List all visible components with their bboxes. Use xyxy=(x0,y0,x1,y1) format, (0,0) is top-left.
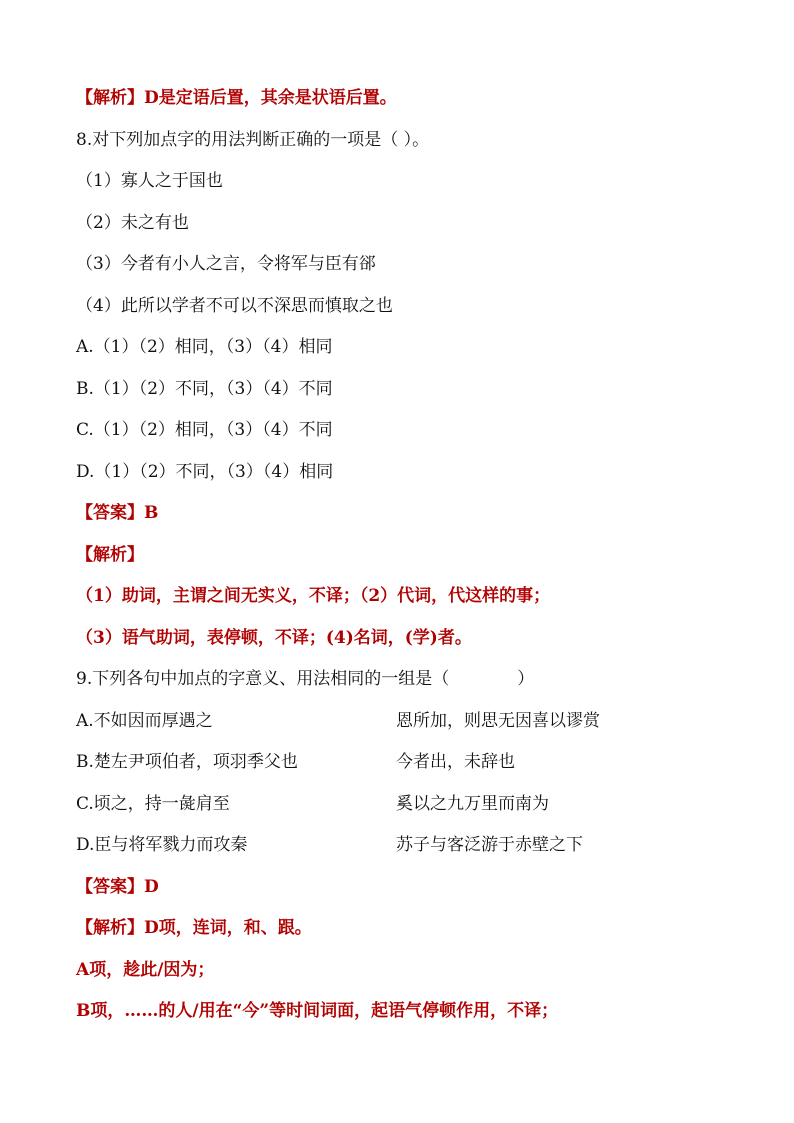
q9-option-d-left: D.臣与将军戮力而攻秦 xyxy=(76,835,248,855)
q9-option-b-left: B.楚左尹项伯者，项羽季父也 xyxy=(76,752,298,772)
q9-option-a-left: A.不如因而厚遇之 xyxy=(76,711,213,731)
q8-option-a: A.（1）（2）相同，（3）（4）相同 xyxy=(76,337,333,357)
q8-option-b: B.（1）（2）不同，（3）（4）不同 xyxy=(76,379,333,399)
q9-option-c-right: 奚以之九万里而南为 xyxy=(396,794,549,814)
q8-option-c: C.（1）（2）相同，（3）（4）不同 xyxy=(76,420,333,440)
q9-title-end: ） xyxy=(517,669,535,689)
q9-option-d-right: 苏子与客泛游于赤壁之下 xyxy=(396,835,583,855)
q9-title xyxy=(76,667,534,691)
q8-analysis-line-2: （3）语气助词，表停顿，不译；(4)名词，(学)者。 xyxy=(76,628,472,648)
top-analysis: 【解析】D是定语后置，其余是状语后置。 xyxy=(76,88,397,108)
q8-analysis-label: 【解析】 xyxy=(76,545,144,565)
q8-item-4: （4）此所以学者不可以不深思而慎取之也 xyxy=(76,296,393,316)
q8-item-3: （3）今者有小人之言，令将军与臣有郤 xyxy=(76,254,376,274)
q9-analysis: 【解析】D项，连词，和、跟。 xyxy=(76,918,312,938)
q9-extra-line-1: A项，趁此/因为； xyxy=(76,960,215,980)
q9-option-a-right: 恩所加，则思无因喜以谬赏 xyxy=(396,711,600,731)
q8-analysis-line-1: （1）助词，主谓之间无实义，不译；（2）代词，代这样的事； xyxy=(76,586,551,606)
q9-title-start: 9.下列各句中加点的字意义、用法相同的一组是（ xyxy=(76,669,450,689)
q8-answer: 【答案】B xyxy=(76,503,159,523)
q8-option-d: D.（1）（2）不同，（3）（4）相同 xyxy=(76,462,334,482)
q9-option-b-right: 今者出，未辞也 xyxy=(396,752,515,772)
q9-answer: 【答案】D xyxy=(76,877,159,897)
q8-item-1: （1）寡人之于国也 xyxy=(76,171,223,191)
q8-item-2: （2）未之有也 xyxy=(76,213,189,233)
q8-title: 8.对下列加点字的用法判断正确的一项是（ ）。 xyxy=(76,130,430,150)
q9-option-c-left: C.顷之，持一彘肩至 xyxy=(76,794,230,814)
q9-extra-line-2: B项，……的人/用在“今”等时间词面，起语气停顿作用，不译； xyxy=(76,1001,559,1021)
